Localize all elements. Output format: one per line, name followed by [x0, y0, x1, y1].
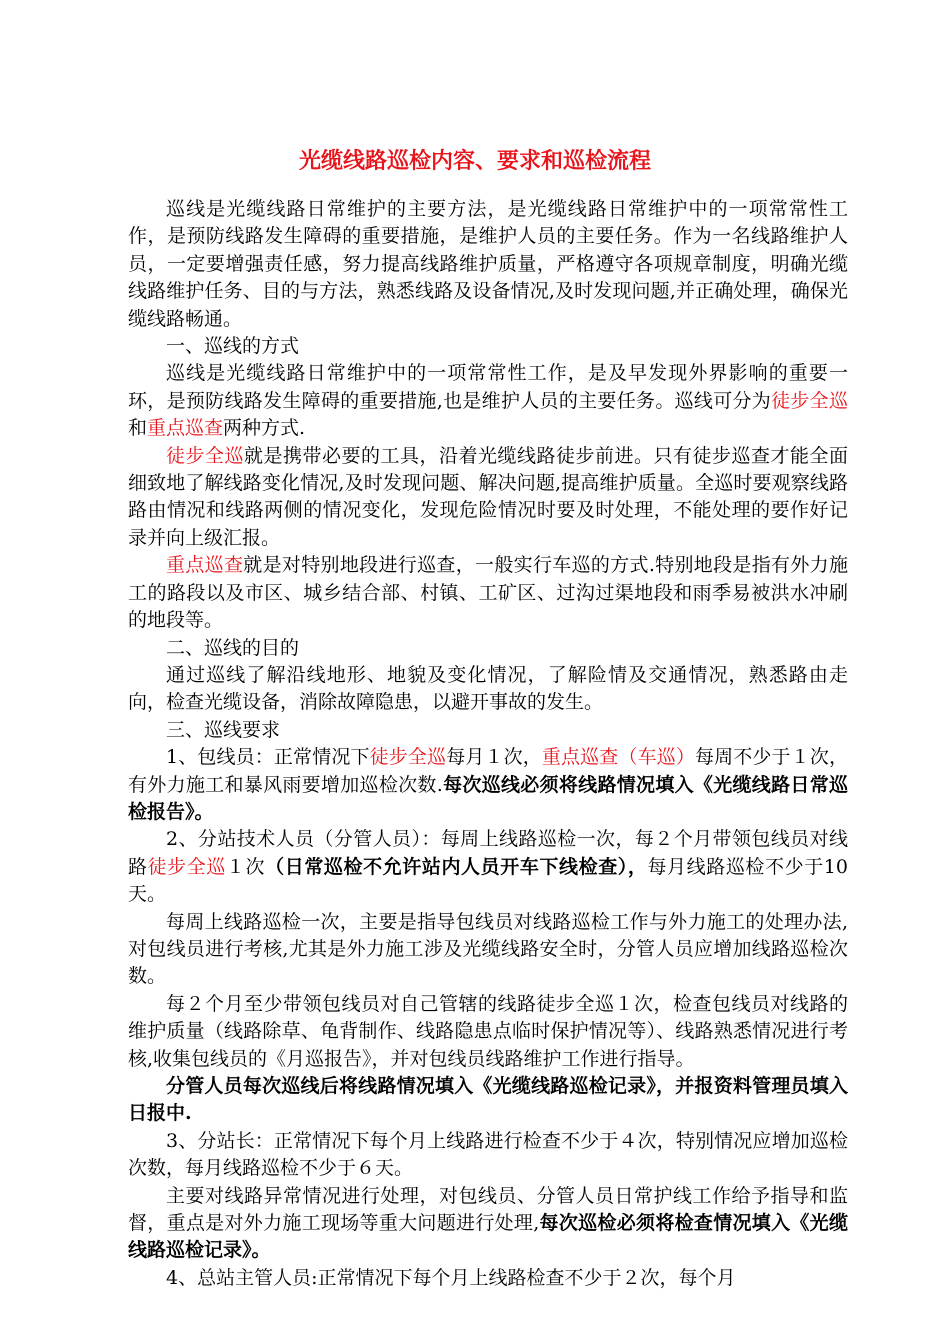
section1-paragraph3: [128, 552, 848, 634]
section1-paragraph1: [128, 360, 848, 442]
highlight-walk-patrol: 徒步全巡: [369, 746, 447, 769]
text-run: 就是对特别地段进行巡查，一般实行车巡的方式.特别地段是指有外力施工的路段以及市区、城乡结合部、村镇、工矿区、过沟过渠地段和雨季易被洪水冲刷的地段等。: [128, 554, 848, 632]
text-run: 每月线路巡检不少于10天。: [128, 855, 848, 906]
text-run: 巡线是光缆线路日常维护中的一项常常性工作，是及早发现外界影响的重要一环，是预防线路发生障碍的重要措施,也是维护人员的主要任务。巡线可分为: [128, 362, 848, 412]
section3-item2-paragraph4: 分管人员每次巡线后将线路情况填入《光缆线路巡检记录》，并报资料管理员填入日报中.: [128, 1075, 848, 1125]
text-run: 主要对线路异常情况进行处理，对包线员、分管人员日常护线工作给予指导和监督，重点是对外力施工现场等重大问题进行处理,: [128, 1184, 848, 1235]
text-run: 就是携带必要的工具，沿着光缆线路徒步前进。只有徒步巡查才能全面细致地了解线路变化情况,及时发现问题、解决问题,提高维护质量。全巡时要观察线路路由情况和线路两侧的情况变化，发现危险情况时要及时处理，不能处理的要作好记录并向上级汇报。: [128, 444, 848, 549]
section1-heading: 一、巡线的方式: [166, 335, 300, 358]
section3-item3-paragraph2: [128, 1183, 848, 1265]
text-run: 1、包线员：正常情况下: [166, 746, 370, 769]
highlight-walk-patrol: 徒步全巡: [147, 855, 226, 878]
highlight-key-patrol: 重点巡查: [147, 417, 224, 440]
highlight-key-patrol: 重点巡查: [166, 554, 244, 577]
section3-item3: 3、分站长：正常情况下每个月上线路进行检查不少于４次，特别情况应增加巡检次数，每月线路巡检不少于６天。: [128, 1129, 848, 1180]
bold-requirement: （日常巡检不允许站内人员开车下线检查），: [265, 855, 648, 878]
bold-requirement: 每次巡检必须将检查情况填入《光缆线路巡检记录》。: [128, 1212, 848, 1262]
text-run: 每周不少于１次，有外力施工和暴风雨要增加巡检次数.: [128, 746, 848, 796]
highlight-walk-patrol: 徒步全巡: [166, 444, 244, 467]
highlight-walk-patrol: 徒步全巡: [771, 389, 848, 412]
section3-item4: 4、总站主管人员:正常情况下每个月上线路检查不少于２次，每个月: [166, 1266, 736, 1289]
text-run: 2、分站技术人员（分管人员）：每周上线路巡检一次，每２个月带领包线员对线路: [128, 828, 848, 878]
section1-paragraph2: [128, 443, 848, 553]
section2-paragraph: 通过巡线了解沿线地形、地貌及变化情况，了解险情及交通情况，熟悉路由走向，检查光缆设备，消除故障隐患，以避开事故的发生。: [128, 663, 848, 714]
intro-paragraph: 巡线是光缆线路日常维护的主要方法，是光缆线路日常维护中的一项常常性工作，是预防线路发生障碍的重要措施，是维护人员的主要任务。作为一名线路维护人员，一定要增强责任感，努力提高线路维护质量，严格遵守各项规章制度，明确光缆线路维护任务、目的与方法，熟悉线路及设备情况,及时发现问题,并正确处理，确保光缆线路畅通。: [128, 198, 848, 330]
section3-item2-paragraph3: 每２个月至少带领包线员对自己管辖的线路徒步全巡１次，检查包线员对线路的维护质量（线路除草、龟背制作、线路隐患点临时保护情况等）、线路熟悉情况进行考核,收集包线员的《月巡报告》，并对包线员线路维护工作进行指导。: [128, 992, 848, 1070]
document-body: [128, 196, 848, 1292]
section3-heading: 三、巡线要求: [166, 718, 281, 741]
text-run: 和: [128, 417, 148, 440]
section2-heading: 二、巡线的目的: [166, 636, 300, 659]
section3-item2-paragraph2: 每周上线路巡检一次，主要是指导包线员对线路巡检工作与外力施工的处理办法,对包线员进行考核,尤其是外力施工涉及光缆线路安全时，分管人员应增加线路巡检次数。: [128, 910, 848, 988]
section3-item1: [128, 744, 848, 826]
section3-item2: [128, 826, 848, 908]
text-run: 两种方式.: [223, 417, 306, 440]
bold-requirement: 每次巡线必须将线路情况填入《光缆线路日常巡检报告》。: [128, 773, 848, 823]
text-run: 每月１次，: [446, 746, 542, 769]
highlight-key-patrol: 重点巡查（车巡）: [541, 746, 695, 769]
text-run: １次: [225, 855, 266, 878]
document-title: 光缆线路巡检内容、要求和巡检流程: [298, 148, 651, 174]
